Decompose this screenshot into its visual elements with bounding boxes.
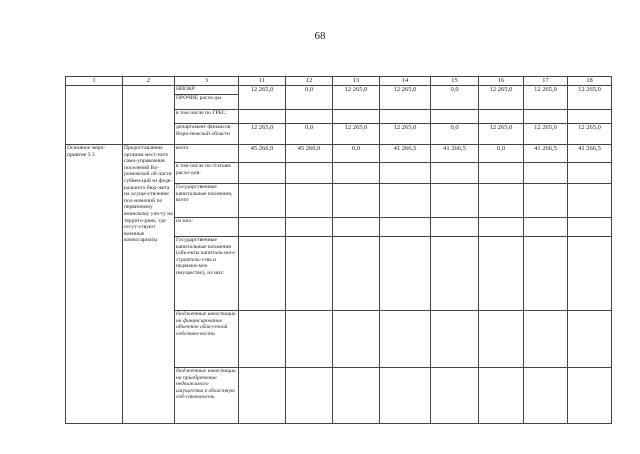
value-cell <box>524 184 568 218</box>
value-cell: 45 266,9 <box>286 145 333 163</box>
value-cell <box>286 184 333 218</box>
row-label: ПРОЧИЕ расхо-ды <box>175 95 239 110</box>
value-cell <box>286 163 333 184</box>
value-cell <box>380 163 431 184</box>
value-cell: 0,0 <box>431 124 479 145</box>
row-label: в том числе по статьям расхо-дов: <box>175 163 239 184</box>
header-cell: 14 <box>380 77 431 86</box>
value-cell <box>286 218 333 237</box>
value-cell: 12 265,0 <box>239 86 286 110</box>
value-cell: 0,0 <box>431 86 479 110</box>
value-cell: 0,0 <box>286 86 333 110</box>
value-cell <box>333 184 380 218</box>
header-cell: 16 <box>479 77 524 86</box>
header-cell: 18 <box>568 77 612 86</box>
value-cell: 0,0 <box>286 124 333 145</box>
value-cell <box>431 163 479 184</box>
header-cell: 17 <box>524 77 568 86</box>
row-label: всего <box>175 145 239 163</box>
value-cell <box>239 110 286 124</box>
table-row <box>66 86 612 95</box>
value-cell <box>380 218 431 237</box>
value-cell <box>286 368 333 424</box>
value-cell: 12 265,0 <box>239 124 286 145</box>
value-cell <box>568 110 612 124</box>
row-label: департамент финансов Воро-нежской области <box>175 124 239 145</box>
value-cell <box>239 368 286 424</box>
value-cell: 0,0 <box>333 145 380 163</box>
value-cell: 41 266,5 <box>524 145 568 163</box>
value-cell <box>333 110 380 124</box>
value-cell <box>568 163 612 184</box>
value-cell <box>479 218 524 237</box>
value-cell <box>479 237 524 311</box>
row-label: Государственные капитальные вложения (объ-екты капиталь-ного строитель-ства и недвижи-мое имущество), из них: <box>175 237 239 311</box>
value-cell <box>568 184 612 218</box>
value-cell: 12 265,0 <box>333 86 380 110</box>
row-label: в том числе по ГРБС: <box>175 110 239 124</box>
header-row <box>66 77 612 86</box>
value-cell: 45 266,9 <box>239 145 286 163</box>
value-cell <box>239 218 286 237</box>
value-cell: 12 265,0 <box>524 86 568 110</box>
value-cell <box>568 311 612 368</box>
row-label: НИОКР <box>175 86 239 95</box>
value-cell <box>479 184 524 218</box>
value-cell <box>380 311 431 368</box>
value-cell <box>239 163 286 184</box>
row-label: из них: <box>175 218 239 237</box>
value-cell <box>568 368 612 424</box>
value-cell <box>431 237 479 311</box>
header-cell: 13 <box>333 77 380 86</box>
value-cell <box>479 110 524 124</box>
value-cell: 0,0 <box>479 145 524 163</box>
header-cell: 3 <box>175 77 239 86</box>
value-cell <box>524 237 568 311</box>
value-cell <box>286 110 333 124</box>
value-cell: 12 265,0 <box>568 124 612 145</box>
value-cell <box>431 311 479 368</box>
value-cell <box>524 163 568 184</box>
value-cell <box>380 110 431 124</box>
value-cell <box>239 311 286 368</box>
value-cell <box>333 368 380 424</box>
event-description: Предоставление органам мест-ного само-управления поселений Во-ронежской об-ласти субвен-ций из феде-рального бюд-жета на осуще-ствление пол-номочий по первичному воинскому уче-ту на террито-риях, где отсут-ствуют военные комиссариаты <box>123 145 175 424</box>
value-cell <box>239 237 286 311</box>
value-cell <box>431 110 479 124</box>
value-cell <box>380 184 431 218</box>
value-cell: 12 265,0 <box>380 124 431 145</box>
table-row <box>66 145 612 163</box>
value-cell <box>380 368 431 424</box>
header-cell: 1 <box>66 77 123 86</box>
row-label: Государственные капитальные вложения, всего <box>175 184 239 218</box>
value-cell <box>333 237 380 311</box>
value-cell <box>431 218 479 237</box>
value-cell <box>524 110 568 124</box>
value-cell <box>333 163 380 184</box>
value-cell: 41 266,5 <box>380 145 431 163</box>
value-cell <box>286 237 333 311</box>
value-cell <box>568 218 612 237</box>
row-label: бюджетные инвестиции на приобретение недвижимого имущества в областную соб-ственность <box>175 368 239 424</box>
row-label: бюджетные инвестиции на финансирование объектов обла-стной собствен-ности <box>175 311 239 368</box>
value-cell <box>333 311 380 368</box>
value-cell <box>524 311 568 368</box>
value-cell: 12 265,0 <box>479 124 524 145</box>
value-cell <box>524 218 568 237</box>
header-cell: 12 <box>286 77 333 86</box>
value-cell <box>239 184 286 218</box>
value-cell <box>333 218 380 237</box>
value-cell <box>568 237 612 311</box>
budget-table <box>65 76 612 424</box>
value-cell <box>286 311 333 368</box>
value-cell: 12 265,0 <box>568 86 612 110</box>
header-cell: 2 <box>123 77 175 86</box>
value-cell <box>431 368 479 424</box>
value-cell: 12 265,0 <box>333 124 380 145</box>
empty-cell <box>66 86 123 145</box>
header-cell: 11 <box>239 77 286 86</box>
value-cell <box>479 311 524 368</box>
value-cell <box>479 368 524 424</box>
value-cell: 12 265,0 <box>524 124 568 145</box>
value-cell <box>524 368 568 424</box>
header-cell: 15 <box>431 77 479 86</box>
value-cell: 41 266,5 <box>431 145 479 163</box>
value-cell: 12 265,0 <box>380 86 431 110</box>
value-cell: 41 266,5 <box>568 145 612 163</box>
event-name: Основное меро-приятие 3.3 <box>66 145 123 424</box>
value-cell <box>479 163 524 184</box>
empty-cell <box>123 86 175 145</box>
value-cell <box>380 237 431 311</box>
value-cell: 12 265,0 <box>479 86 524 110</box>
value-cell <box>431 184 479 218</box>
page-number: 68 <box>314 30 326 42</box>
